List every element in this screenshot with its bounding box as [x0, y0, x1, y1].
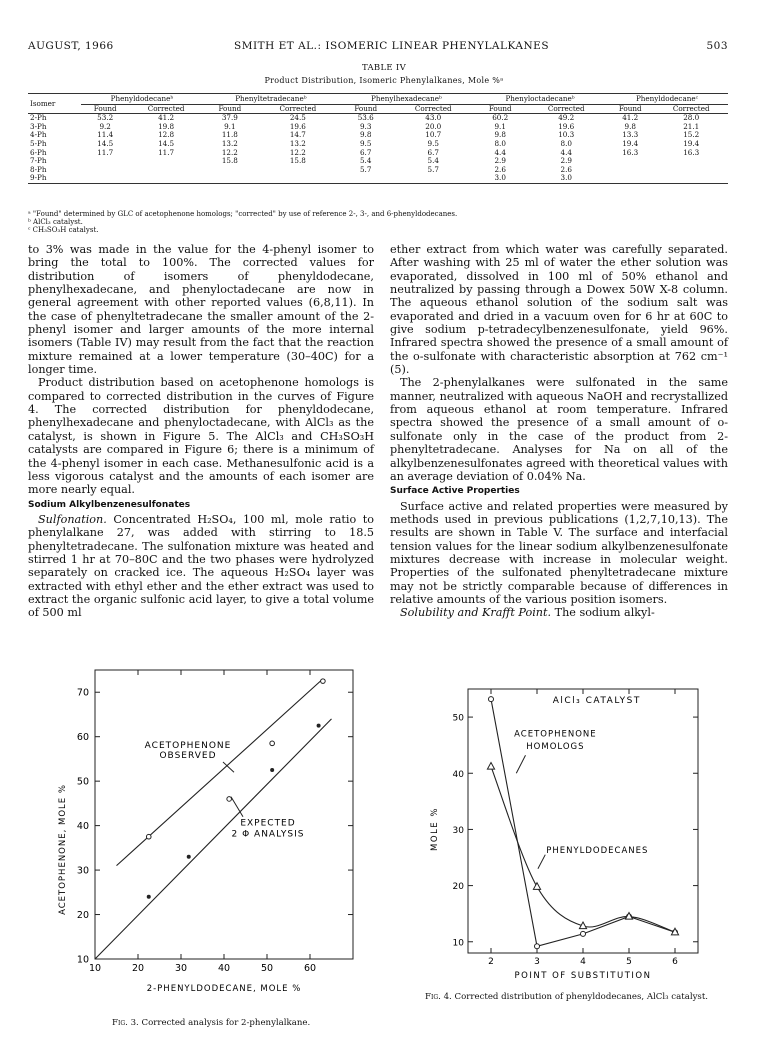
table-cell: 12.8 — [158, 130, 175, 140]
table-cell — [606, 157, 654, 166]
figure-4-caption — [425, 992, 730, 1003]
data-point — [533, 883, 540, 890]
table-cell: 9.8 — [494, 130, 506, 140]
table-cell: 11.8 — [221, 130, 238, 140]
isomer-cell: 5-Ph — [30, 138, 47, 148]
table-cell — [393, 174, 475, 183]
x-tick-label: 3 — [534, 957, 540, 967]
table-cell: 12.2 — [289, 147, 306, 157]
data-point — [321, 679, 326, 684]
x-tick-label: 20 — [131, 963, 145, 974]
table-cell — [129, 157, 203, 166]
table-cell: 21.1 — [683, 121, 700, 131]
table-cell: 5.7 — [359, 164, 372, 174]
table-subheader: Corrected — [654, 104, 728, 114]
table-cell: 19.4 — [683, 138, 700, 148]
table-cell — [654, 174, 728, 183]
table-cell: 4.4 — [560, 147, 572, 157]
data-point — [317, 724, 321, 728]
table-cell — [654, 157, 728, 166]
table-group-header: Phenylhexadecaneᵇ — [339, 94, 474, 105]
table-cell: 13.2 — [289, 138, 306, 148]
figure-label: Fig. 3. — [112, 1018, 139, 1028]
y-axis-label: MOLE % — [430, 807, 440, 851]
table-cell: 19.6 — [558, 121, 575, 131]
table-cell — [257, 166, 339, 175]
table-row — [28, 149, 728, 158]
x-tick-label: 60 — [303, 963, 317, 974]
table-subheader: Found — [606, 104, 654, 114]
table-cell: 19.8 — [158, 121, 175, 131]
data-point — [147, 895, 151, 899]
data-point — [146, 834, 151, 839]
paragraph-text: The sodium alkyl- — [551, 606, 655, 620]
article-running-title: SMITH ET AL.: ISOMERIC LINEAR PHENYLALKANES — [234, 40, 550, 52]
table-footnote: ᵃ "Found" determined by GLC of acetophenone homologs; "corrected" by use of reference 2-, 3-, and 6-phenyldodecanes. — [28, 210, 458, 218]
table-cell: 49.2 — [558, 113, 575, 123]
series-label: EXPECTED — [240, 818, 296, 829]
table-cell: 10.3 — [558, 130, 575, 140]
paragraph: Surface active and related properties were measured by methods used in previous publications (1,2,7,10,13). The results are shown in Table V. The surface and interfacial tension values for the linear sodium alkylbenzenesulfonate mixtures decrease with increase in molecular weight. Properties of the sulfonated phenyltetradecane mixture may not be strictly comparable because of differences in relative amounts of the various position isomers. — [390, 499, 728, 606]
table-cell — [257, 174, 339, 183]
table-cell: 9.1 — [494, 121, 506, 131]
series-label: ACETOPHENONE — [514, 729, 597, 740]
table-cell: 3.0 — [474, 174, 526, 183]
x-axis-label: 2-PHENYLDODECANE, MOLE % — [146, 984, 302, 994]
table-cell: 5.4 — [359, 156, 372, 166]
isomer-cell: 3-Ph — [30, 121, 47, 131]
x-tick-label: 10 — [88, 963, 102, 974]
caption-text: Corrected analysis for 2-phenylalkane. — [141, 1018, 311, 1028]
running-header — [28, 40, 728, 54]
table-cell: 13.3 — [622, 130, 639, 140]
table-cell: 9.5 — [427, 138, 439, 148]
table-cell: 2.6 — [560, 164, 572, 174]
table-cell: 53.6 — [357, 113, 374, 123]
table-cell: 11.4 — [97, 130, 114, 140]
plot-frame — [468, 689, 698, 953]
chart-title: AlCl₃ CATALYST — [552, 696, 641, 707]
table-group-header: Phenyloctadecaneᵇ — [474, 94, 606, 105]
table-cell: 14.5 — [97, 138, 114, 148]
table-subheader: Corrected — [526, 104, 606, 114]
x-axis-label: POINT OF SUBSTITUTION — [514, 971, 652, 981]
series-label: 2 Φ ANALYSIS — [231, 829, 305, 840]
y-tick-label: 40 — [452, 769, 464, 780]
table-cell: 12.2 — [221, 147, 238, 157]
table-cell: 9.1 — [224, 121, 236, 131]
table-cell: 9.8 — [624, 121, 636, 131]
table-footnotes — [28, 210, 457, 234]
table-cell: 15.8 — [289, 156, 306, 166]
x-tick-label: 40 — [217, 963, 231, 974]
table-group-header: Phenyldodecaneᵇ — [81, 94, 203, 105]
table-cell: 3.0 — [526, 174, 606, 183]
isomer-cell: 8-Ph — [30, 164, 47, 174]
table-group-header: Phenyldodecaneᶜ — [606, 94, 728, 105]
x-tick-label: 2 — [488, 957, 494, 967]
table-label: TABLE IV — [361, 63, 407, 73]
run-in-heading: Sulfonation. — [38, 512, 107, 526]
table-cell — [203, 166, 257, 175]
table-cell: 60.2 — [492, 113, 509, 123]
table-subheader: Corrected — [393, 104, 475, 114]
table-row — [28, 157, 728, 166]
y-tick-label: 40 — [76, 821, 89, 833]
y-tick-label: 10 — [452, 938, 464, 949]
x-tick-label: 30 — [174, 963, 188, 974]
paragraph-text: Concentrated H₂SO₄, 100 ml, mole ratio to phenylalkane 27, was added with stirring to 18.5 phenyltetradecane. The sulfonation mixture was heated and stirred 1 hr at 70–80C and the two phases were hydrolyzed separately on cracked ice. The aqueous H₂SO₄ layer was extracted with ethyl ether and the ether extract was used to extract the organic sulfonic acid layer, to give a total volume of 500 ml — [28, 512, 374, 620]
annotation-arrow — [231, 797, 243, 817]
paragraph: Product distribution based on acetophenone homologs is compared to corrected distribution in the curves of Figure 4. The corrected distribution for phenyldodecane, phenylhexadecane and phenyloctadecane, with AlCl₃ as the catalyst, is shown in Figure 5. The AlCl₃ and CH₃SO₃H catalysts are compared in Figure 6; there is a minimum of the 4-phenyl isomer in each case. Methanesulfonic acid is a less vigorous catalyst and the amounts of each isomer are more nearly equal. — [28, 376, 374, 497]
plot-frame — [95, 670, 353, 959]
paragraph: The 2-phenylalkanes were sulfonated in the same manner, neutralized with aqueous NaOH and recrystallized from aqueous ethanol at room temperature. Infrared spectra showed the presence of a small amount of o-sulfonate only in the case of the product from 2-phenyltetradecane. Analyses for Na on all of the alkylbenzenesulfonates agreed with theoretical values with an average deviation of 0.04% Na. — [390, 376, 728, 483]
table-cell — [129, 166, 203, 175]
table-cell: 16.3 — [622, 147, 639, 157]
data-point — [187, 855, 191, 859]
table-subheader: Found — [81, 104, 129, 114]
x-tick-label: 5 — [626, 957, 632, 967]
table-cell: 10.7 — [425, 130, 442, 140]
y-tick-label: 30 — [76, 865, 89, 877]
table-cell: 2.9 — [494, 156, 506, 166]
annotation-arrow — [538, 855, 545, 869]
table-cell: 37.9 — [221, 113, 238, 123]
data-point — [227, 797, 232, 802]
y-tick-label: 30 — [452, 825, 464, 836]
caption-text: Corrected distribution of phenyldodecanes, AlCl₃ catalyst. — [454, 992, 709, 1002]
y-tick-label: 20 — [76, 910, 89, 922]
table-row — [28, 114, 728, 123]
table-cell: 20.0 — [425, 121, 442, 131]
table-cell: 9.8 — [359, 130, 372, 140]
data-point — [270, 768, 274, 772]
table-cell — [203, 174, 257, 183]
table-subheader: Corrected — [257, 104, 339, 114]
y-tick-label: 50 — [76, 776, 89, 788]
data-point — [487, 763, 494, 770]
table-cell — [606, 174, 654, 183]
table-cell: 14.7 — [289, 130, 306, 140]
series-label: HOMOLOGS — [526, 742, 585, 753]
table-row — [28, 166, 728, 175]
isomer-cell: 4-Ph — [30, 130, 47, 140]
table-row — [28, 174, 728, 183]
paragraph — [28, 513, 374, 620]
table-cell: 2.6 — [494, 164, 506, 174]
table-cell: 15.8 — [221, 156, 238, 166]
paragraph — [390, 606, 728, 619]
figure-3-chart — [38, 667, 378, 1012]
table-cell: 28.0 — [683, 113, 700, 123]
table-subheader: Found — [474, 104, 526, 114]
table-subheader: Corrected — [129, 104, 203, 114]
paragraph: ether extract from which water was carefully separated. After washing with 25 ml of water the ether solution was evaporated, dissolved in 100 ml of 50% ethanol and neutralized by passing through a Dowex 50W X-8 column. The aqueous ethanol solution of the sodium salt was evaporated and dried in a vacuum oven for 6 hr at 60C to give sodium p-tetradecylbenzenesulfonate, yield 96%. Infrared spectra showed the presence of a small amount of the o-sulfonate with characteristic absorption at 762 cm⁻¹ (5). — [390, 243, 728, 377]
table-footnote: ᵇ AlCl₃ catalyst. — [28, 218, 83, 226]
x-tick-label: 50 — [260, 963, 274, 974]
table-cell: 19.4 — [622, 138, 639, 148]
table-cell: 43.0 — [425, 113, 442, 123]
table-subheader: Found — [203, 104, 257, 114]
figure-label: Fig. 4. — [425, 992, 452, 1002]
data-point — [535, 944, 540, 949]
series-label: OBSERVED — [159, 751, 217, 762]
table-cell: 4.4 — [494, 147, 506, 157]
y-tick-label: 50 — [452, 713, 464, 724]
table-row-header: Isomer — [28, 94, 81, 114]
figure-4-chart — [420, 684, 725, 989]
table-cell: 41.2 — [158, 113, 175, 123]
table-cell: 15.2 — [683, 130, 700, 140]
figure-3-caption — [112, 1018, 310, 1029]
right-column — [390, 243, 728, 620]
section-heading: Sodium Alkylbenzenesulfonates — [28, 499, 191, 510]
data-point — [489, 697, 494, 702]
table-cell: 8.0 — [494, 138, 506, 148]
run-in-heading: Solubility and Krafft Point. — [400, 606, 552, 620]
series-label: ACETOPHENONE — [144, 740, 232, 751]
table-cell: 9.3 — [359, 121, 372, 131]
table-body — [28, 114, 728, 184]
isomer-cell: 7-Ph — [30, 156, 47, 166]
table-footnote: ᶜ CH₃SO₃H catalyst. — [28, 226, 99, 234]
table-cell — [81, 166, 129, 175]
table-cell: 5.7 — [427, 164, 439, 174]
table-cell: 9.2 — [99, 121, 111, 131]
table-cell: 6.7 — [427, 147, 439, 157]
y-tick-label: 70 — [76, 687, 89, 699]
table-cell: 6.7 — [359, 147, 372, 157]
y-tick-label: 20 — [452, 882, 464, 893]
x-tick-label: 6 — [672, 957, 678, 967]
y-axis-label: ACETOPHENONE, MOLE % — [58, 784, 68, 915]
y-tick-label: 60 — [76, 732, 89, 744]
paragraph: to 3% was made in the value for the 4-phenyl isomer to bring the total to 100%. The corrected values for distribution of isomers of phenyldodecane, phenylhexadecane, and phenyloctadecane are now in general agreement with other reported values (6,8,11). In the case of phenyltetradecane the smaller amount of the 2-phenyl isomer and larger amounts of the more internal isomers (Table IV) may result from the fact that the reaction mixture remained at a lower temperature (30–40C) for a longer time. — [28, 243, 374, 377]
data-point — [270, 741, 275, 746]
x-tick-label: 4 — [580, 957, 586, 967]
section-heading: Surface Active Properties — [390, 486, 520, 497]
figure-3 — [38, 667, 378, 1012]
isomer-cell: 2-Ph — [30, 113, 47, 123]
table-title: Product Distribution, Isomeric Phenylalkanes, Mole %ᵃ — [264, 76, 504, 85]
table-cell: 11.7 — [158, 147, 175, 157]
table-cell — [654, 166, 728, 175]
product-distribution-table — [28, 93, 728, 184]
data-point — [581, 931, 586, 936]
isomer-cell: 9-Ph — [28, 174, 81, 183]
table-cell: 5.4 — [427, 156, 439, 166]
annotation-arrow — [516, 755, 525, 773]
table-cell: 11.7 — [97, 147, 114, 157]
table-cell — [129, 174, 203, 183]
table-cell: 2.9 — [560, 156, 572, 166]
table-subheader: Found — [339, 104, 393, 114]
table-cell — [81, 157, 129, 166]
left-column — [28, 243, 374, 620]
table-cell: 53.2 — [97, 113, 114, 123]
table-cell — [81, 174, 129, 183]
issue-date: AUGUST, 1966 — [28, 40, 114, 52]
y-tick-label: 10 — [76, 954, 89, 966]
table-cell — [606, 166, 654, 175]
table-cell: 16.3 — [683, 147, 700, 157]
isomer-cell: 6-Ph — [30, 147, 47, 157]
page-number: 503 — [706, 40, 728, 52]
figure-4 — [420, 684, 725, 989]
table-cell: 19.6 — [289, 121, 306, 131]
table-cell — [339, 174, 393, 183]
table-cell: 41.2 — [622, 113, 639, 123]
table-cell: 13.2 — [221, 138, 238, 148]
series-label: PHENYLDODECANES — [546, 846, 649, 857]
table-cell: 24.5 — [289, 113, 306, 123]
table-cell: 14.5 — [158, 138, 175, 148]
table-cell: 8.0 — [560, 138, 572, 148]
table-cell: 9.5 — [359, 138, 372, 148]
table-group-header: Phenyltetradecaneᵇ — [203, 94, 339, 105]
